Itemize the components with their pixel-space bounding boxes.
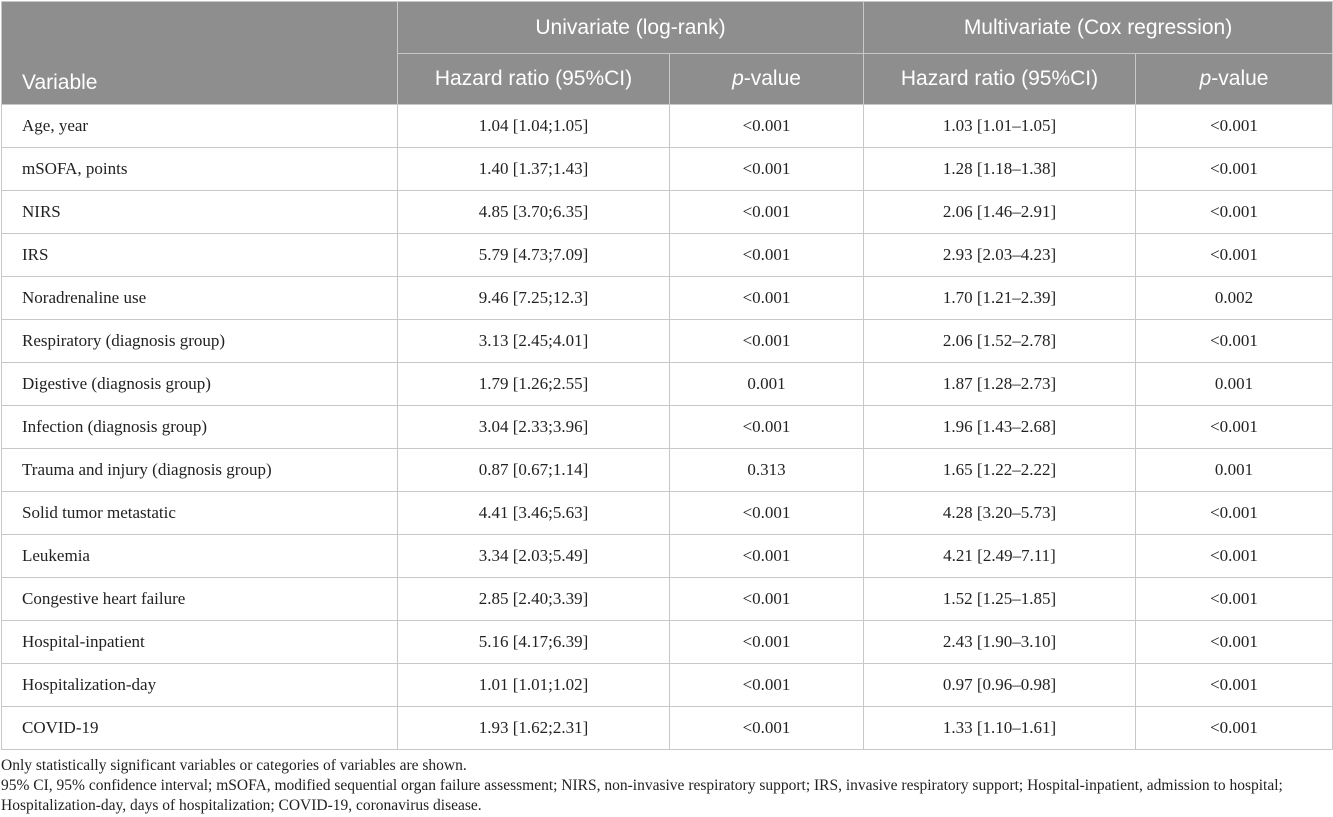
header-variable: Variable <box>2 53 398 105</box>
header-variable-top <box>2 2 398 54</box>
cell-multi-hazard-ratio: 1.65 [1.22–2.22] <box>864 449 1136 492</box>
footnotes <box>1 756 1332 816</box>
cell-uni-p-value: <0.001 <box>670 535 864 578</box>
table-header <box>2 2 1333 105</box>
cell-uni-p-value: <0.001 <box>670 578 864 621</box>
p-suffix: -value <box>743 66 801 90</box>
header-uni-p-value <box>670 53 864 105</box>
cell-multi-hazard-ratio: 1.87 [1.28–2.73] <box>864 363 1136 406</box>
header-multivariate: Multivariate (Cox regression) <box>864 2 1333 54</box>
cell-multi-p-value: 0.002 <box>1136 277 1333 320</box>
cell-multi-hazard-ratio: 2.06 [1.46–2.91] <box>864 191 1136 234</box>
cell-multi-p-value: <0.001 <box>1136 406 1333 449</box>
header-multi-p-value <box>1136 53 1333 105</box>
cell-multi-p-value: <0.001 <box>1136 707 1333 750</box>
cell-uni-hazard-ratio: 3.04 [2.33;3.96] <box>398 406 670 449</box>
cell-multi-hazard-ratio: 1.52 [1.25–1.85] <box>864 578 1136 621</box>
results-table <box>1 1 1333 750</box>
cell-uni-p-value: <0.001 <box>670 277 864 320</box>
cell-variable: COVID-19 <box>2 707 398 750</box>
cell-variable: Hospitalization-day <box>2 664 398 707</box>
cell-multi-p-value: <0.001 <box>1136 621 1333 664</box>
cell-uni-hazard-ratio: 1.93 [1.62;2.31] <box>398 707 670 750</box>
table-row <box>2 277 1333 320</box>
header-row-groups <box>2 2 1333 54</box>
table-row <box>2 492 1333 535</box>
table-row <box>2 363 1333 406</box>
cell-multi-hazard-ratio: 2.43 [1.90–3.10] <box>864 621 1136 664</box>
cell-multi-p-value: <0.001 <box>1136 191 1333 234</box>
cell-uni-p-value: <0.001 <box>670 320 864 363</box>
cell-multi-p-value: <0.001 <box>1136 234 1333 277</box>
cell-uni-p-value: 0.001 <box>670 363 864 406</box>
cell-multi-p-value: <0.001 <box>1136 105 1333 148</box>
table-row <box>2 621 1333 664</box>
p-italic: p <box>1199 66 1212 90</box>
cell-variable: Noradrenaline use <box>2 277 398 320</box>
table-row <box>2 578 1333 621</box>
cell-multi-hazard-ratio: 0.97 [0.96–0.98] <box>864 664 1136 707</box>
cell-uni-hazard-ratio: 5.16 [4.17;6.39] <box>398 621 670 664</box>
cell-uni-hazard-ratio: 4.41 [3.46;5.63] <box>398 492 670 535</box>
cell-variable: Respiratory (diagnosis group) <box>2 320 398 363</box>
header-row-columns <box>2 53 1333 105</box>
cell-variable: Leukemia <box>2 535 398 578</box>
cell-uni-p-value: <0.001 <box>670 707 864 750</box>
p-italic: p <box>732 66 744 90</box>
cell-multi-p-value: 0.001 <box>1136 449 1333 492</box>
cell-variable: mSOFA, points <box>2 148 398 191</box>
cell-multi-hazard-ratio: 1.03 [1.01–1.05] <box>864 105 1136 148</box>
cell-uni-hazard-ratio: 0.87 [0.67;1.14] <box>398 449 670 492</box>
cell-multi-p-value: <0.001 <box>1136 664 1333 707</box>
cell-variable: NIRS <box>2 191 398 234</box>
cell-multi-p-value: <0.001 <box>1136 492 1333 535</box>
cell-multi-p-value: 0.001 <box>1136 363 1333 406</box>
footnote-1: Only statistically significant variables or categories of variables are shown. <box>1 757 467 774</box>
cell-multi-p-value: <0.001 <box>1136 535 1333 578</box>
footnote-2: 95% CI, 95% confidence interval; mSOFA, modified sequential organ failure assessment; NIRS, non-invasive respiratory support; IRS, invasive respiratory support; Hospital-inpatient, admission to hospital; Hospitalization-day, days of hospitalization; COVID-19, coronavirus disease. <box>1 777 1283 814</box>
cell-variable: Solid tumor metastatic <box>2 492 398 535</box>
header-uni-hazard-ratio: Hazard ratio (95%CI) <box>398 53 670 105</box>
cell-uni-p-value: <0.001 <box>670 492 864 535</box>
cell-multi-p-value: <0.001 <box>1136 578 1333 621</box>
cell-multi-hazard-ratio: 2.93 [2.03–4.23] <box>864 234 1136 277</box>
cell-uni-hazard-ratio: 9.46 [7.25;12.3] <box>398 277 670 320</box>
table-row <box>2 105 1333 148</box>
cell-variable: Age, year <box>2 105 398 148</box>
cell-uni-hazard-ratio: 1.79 [1.26;2.55] <box>398 363 670 406</box>
cell-variable: Trauma and injury (diagnosis group) <box>2 449 398 492</box>
table-row <box>2 707 1333 750</box>
cell-multi-hazard-ratio: 4.28 [3.20–5.73] <box>864 492 1136 535</box>
cell-variable: Digestive (diagnosis group) <box>2 363 398 406</box>
cell-uni-p-value: <0.001 <box>670 148 864 191</box>
table-row <box>2 191 1333 234</box>
cell-variable: IRS <box>2 234 398 277</box>
cell-uni-p-value: <0.001 <box>670 406 864 449</box>
table-row <box>2 535 1333 578</box>
cell-uni-hazard-ratio: 1.40 [1.37;1.43] <box>398 148 670 191</box>
header-univariate: Univariate (log-rank) <box>398 2 864 54</box>
cell-multi-hazard-ratio: 1.70 [1.21–2.39] <box>864 277 1136 320</box>
cell-multi-hazard-ratio: 1.33 [1.10–1.61] <box>864 707 1136 750</box>
cell-uni-hazard-ratio: 2.85 [2.40;3.39] <box>398 578 670 621</box>
cell-uni-p-value: <0.001 <box>670 191 864 234</box>
table-row <box>2 148 1333 191</box>
cell-uni-p-value: <0.001 <box>670 234 864 277</box>
cell-uni-p-value: <0.001 <box>670 621 864 664</box>
header-multi-hazard-ratio: Hazard ratio (95%CI) <box>864 53 1136 105</box>
cell-multi-hazard-ratio: 4.21 [2.49–7.11] <box>864 535 1136 578</box>
table-row <box>2 320 1333 363</box>
cell-uni-hazard-ratio: 1.04 [1.04;1.05] <box>398 105 670 148</box>
table-body <box>2 105 1333 750</box>
cell-uni-p-value: <0.001 <box>670 105 864 148</box>
cell-uni-hazard-ratio: 3.34 [2.03;5.49] <box>398 535 670 578</box>
table-row <box>2 449 1333 492</box>
cell-multi-p-value: <0.001 <box>1136 320 1333 363</box>
table-row <box>2 234 1333 277</box>
cell-variable: Infection (diagnosis group) <box>2 406 398 449</box>
cell-uni-hazard-ratio: 5.79 [4.73;7.09] <box>398 234 670 277</box>
cell-multi-hazard-ratio: 1.28 [1.18–1.38] <box>864 148 1136 191</box>
cell-uni-hazard-ratio: 1.01 [1.01;1.02] <box>398 664 670 707</box>
table-row <box>2 406 1333 449</box>
cell-multi-hazard-ratio: 1.96 [1.43–2.68] <box>864 406 1136 449</box>
p-suffix: -value <box>1211 66 1269 90</box>
table-row <box>2 664 1333 707</box>
cell-variable: Hospital-inpatient <box>2 621 398 664</box>
cell-uni-hazard-ratio: 3.13 [2.45;4.01] <box>398 320 670 363</box>
cell-uni-p-value: <0.001 <box>670 664 864 707</box>
cell-variable: Congestive heart failure <box>2 578 398 621</box>
cell-multi-hazard-ratio: 2.06 [1.52–2.78] <box>864 320 1136 363</box>
cell-uni-p-value: 0.313 <box>670 449 864 492</box>
cell-uni-hazard-ratio: 4.85 [3.70;6.35] <box>398 191 670 234</box>
cell-multi-p-value: <0.001 <box>1136 148 1333 191</box>
